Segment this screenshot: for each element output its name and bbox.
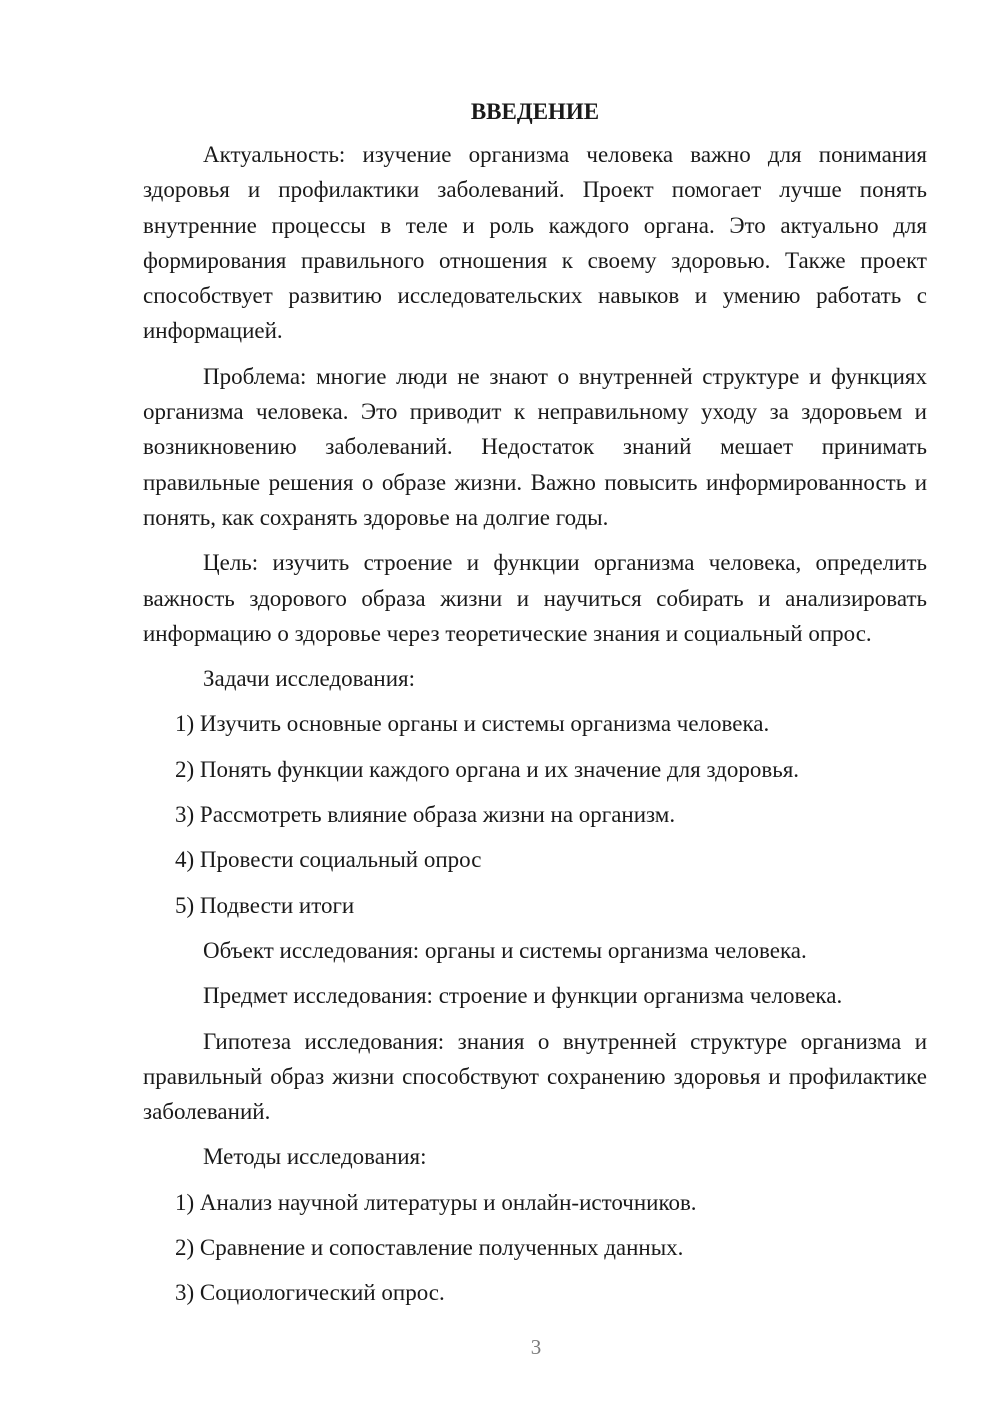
hypothesis-paragraph: Гипотеза исследования: знания о внутренней структуре организма и правильный образ жизни способствуют сохранению здоровья и профилактике заболеваний. [143,1028,927,1125]
page-number: 3 [530,1335,542,1359]
methods-list [143,1185,927,1311]
task-item-3: 3) Рассмотреть влияние образа жизни на организм. [175,802,676,828]
methods-heading: Методы исследования: [203,1144,427,1170]
task-item-4: 4) Провести социальный опрос [175,847,482,873]
task-item-1: 1) Изучить основные органы и системы организма человека. [175,711,770,737]
task-item-2: 2) Понять функции каждого органа и их значение для здоровья. [175,756,800,782]
section-title: ВВЕДЕНИЕ [470,99,600,124]
goal-paragraph: Цель: изучить строение и функции организма человека, определить важность здорового образа жизни и научиться собирать и анализировать информацию о здоровье через теоретические знания и социальный опрос. [143,550,927,646]
method-item-3: 3) Социологический опрос. [175,1280,445,1306]
object-paragraph: Объект исследования: органы и системы организма человека. [203,937,807,963]
tasks-heading: Задачи исследования: [203,666,416,692]
method-item-1: 1) Анализ научной литературы и онлайн-источников. [175,1189,697,1215]
problem-paragraph: Проблема: многие люди не знают о внутренней структуре и функциях организма человека. Это приводит к неправильному уходу за здоровьем и возникновению заболеваний. Недостаток знаний мешает принимать правильные решения о образе жизни. Важно повысить информированность и понять, как сохранять здоровье на долгие годы. [143,363,927,530]
subject-paragraph: Предмет исследования: строение и функции организма человека. [203,983,843,1009]
method-item-2: 2) Сравнение и сопоставление полученных данных. [175,1235,684,1261]
relevance-paragraph: Актуальность: изучение организма человека важно для понимания здоровья и профилактики заболеваний. Проект помогает лучше понять внутренние процессы в теле и роль каждого органа. Это актуально для формирования правильного отношения к своему здоровью. Также проект способствует развитию исследовательских навыков и умению работать с информацией. [143,142,927,344]
task-item-5: 5) Подвести итоги [175,892,355,918]
tasks-list [143,706,927,922]
page-content [143,97,927,1321]
